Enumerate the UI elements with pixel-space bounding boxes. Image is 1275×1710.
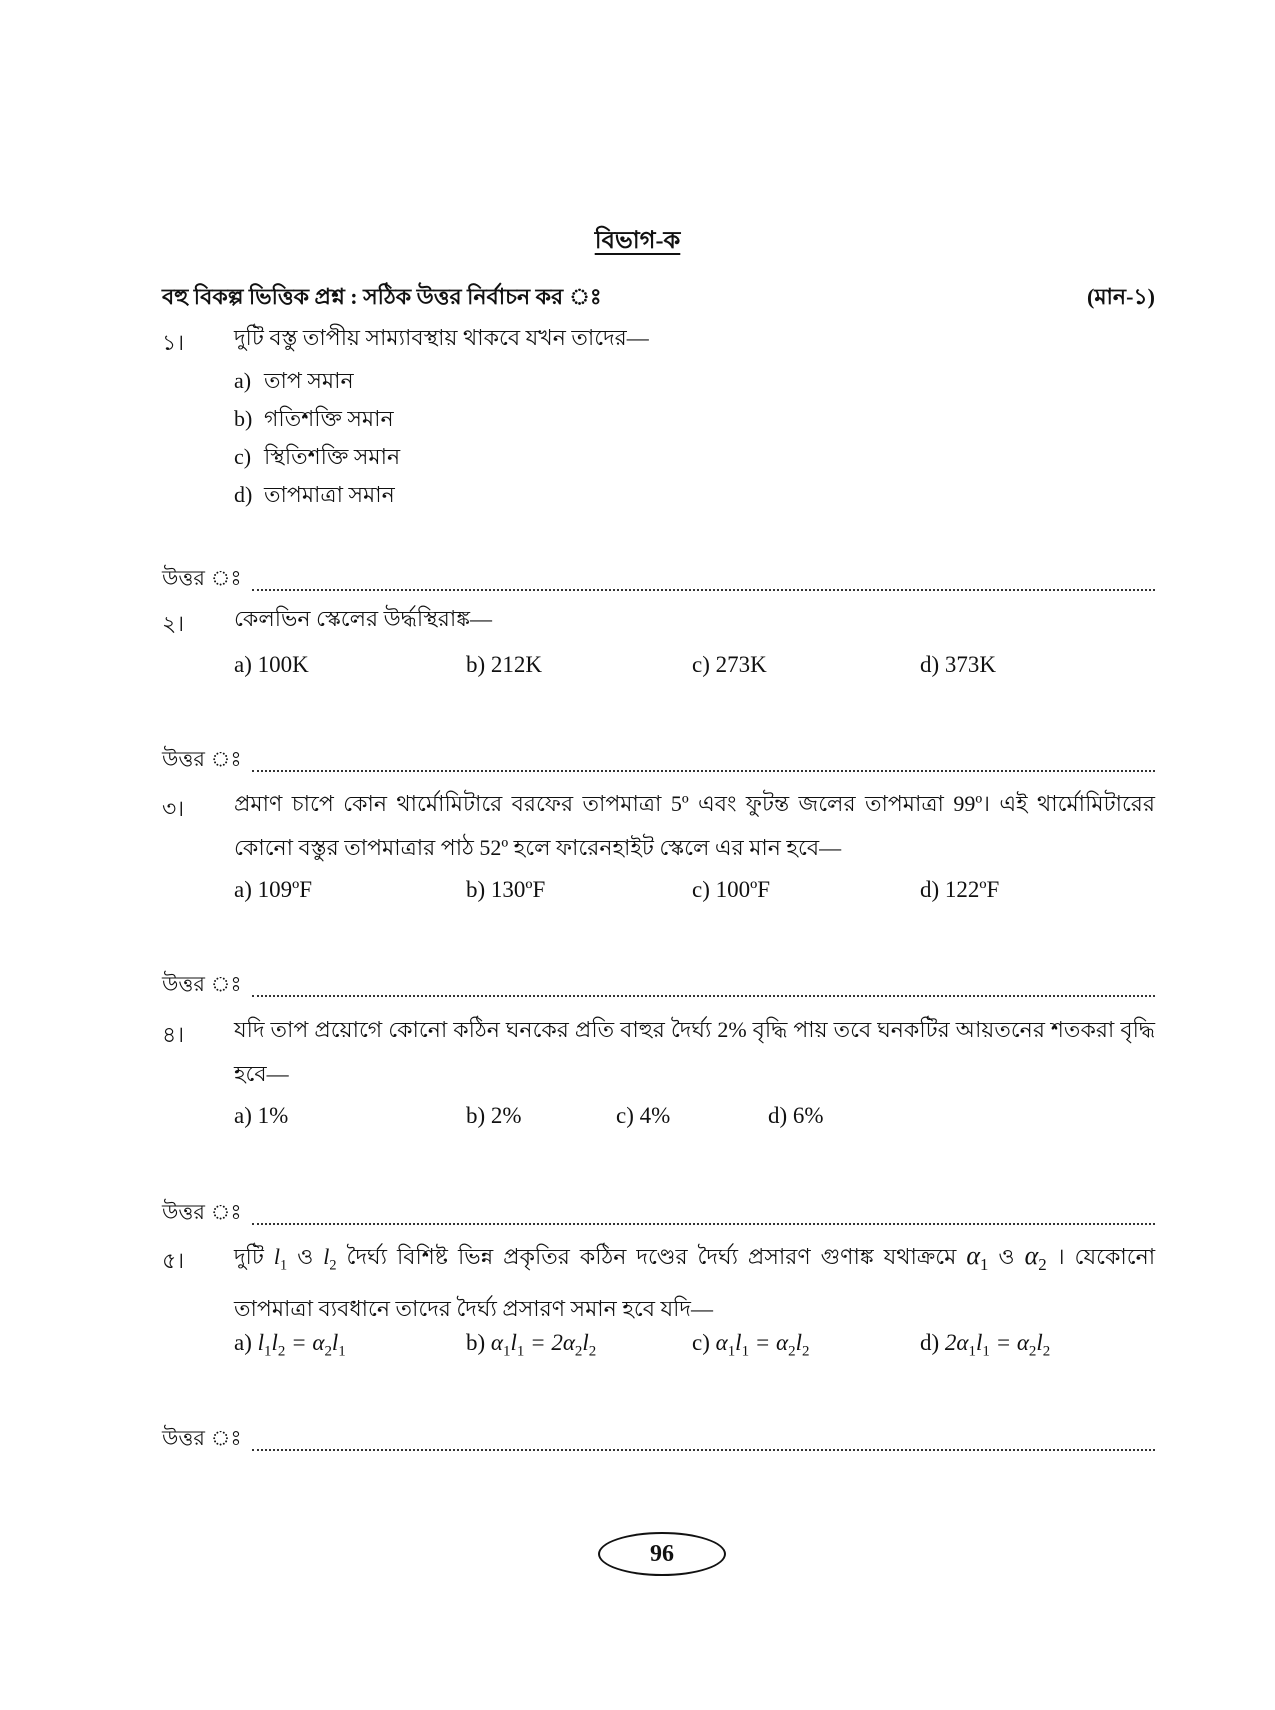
page-number: 96	[598, 1532, 726, 1576]
answer-line[interactable]: উত্তর ঃ	[162, 1422, 1155, 1457]
option: b) 130ºF	[466, 877, 546, 902]
option: a) তাপ সমান	[234, 368, 354, 393]
question-text: কেলভিন স্কেলের উর্দ্ধস্থিরাঙ্ক—	[234, 606, 493, 631]
option: d) $2\alpha_1l_1 = \alpha_2l_2$	[920, 1330, 1051, 1360]
option: b) $\alpha_1l_1 = 2\alpha_2l_2$	[466, 1330, 597, 1360]
option: d) 373K	[920, 652, 997, 677]
option: a) $l_1l_2 = \alpha_2l_1$	[234, 1330, 346, 1360]
option: a) 1%	[234, 1103, 289, 1128]
option: d) 6%	[768, 1103, 824, 1128]
option: c) স্থিতিশক্তি সমান	[234, 444, 401, 469]
instruction: বহু বিকল্প ভিত্তিক প্রশ্ন : সঠিক উত্তর নির্বাচন কর ঃ	[162, 284, 602, 309]
option: d) 122ºF	[920, 877, 1000, 902]
option: c) 4%	[616, 1103, 671, 1128]
marks: (মান-১)	[1087, 284, 1155, 309]
section-title: বিভাগ-ক	[594, 228, 681, 254]
option: b) গতিশক্তি সমান	[234, 406, 394, 431]
option: c) 273K	[692, 652, 767, 677]
question-number: ১।	[162, 330, 185, 355]
question-text: দুটি $l_1$ ও $l_2$ দৈর্ঘ্য বিশিষ্ট ভিন্ন প্রকৃতির কঠিন দণ্ডের দৈর্ঘ্য প্রসারণ গুণাঙ্ক যথাক্রমে $\alpha_1$ ও $\alpha_2$ । যেকোনো তাপমাত্রা ব্যবধানে তাদের দৈর্ঘ্য প্রসারণ সমান হবে যদি—	[234, 1241, 1156, 1322]
answer-line[interactable]: উত্তর ঃ	[162, 1196, 1155, 1231]
question-number: ২।	[162, 611, 185, 636]
option: b) 212K	[466, 652, 543, 677]
option: c) 100ºF	[692, 877, 771, 902]
question-text: প্রমাণ চাপে কোন থার্মোমিটারে বরফের তাপমাত্রা 5º এবং ফুটন্ত জলের তাপমাত্রা 99º। এই থার্মোমিটারের কোনো বস্তুর তাপমাত্রার পাঠ 52º হলে ফারেনহাইট স্কেলে এর মান হবে—	[234, 791, 1155, 860]
question-number: ৪।	[162, 1022, 185, 1047]
answer-line[interactable]: উত্তর ঃ	[162, 743, 1155, 778]
option: a) 100K	[234, 652, 309, 677]
question-text: দুটি বস্তু তাপীয় সাম্যাবস্থায় থাকবে যখন তাদের—	[234, 325, 649, 350]
option: a) 109ºF	[234, 877, 313, 902]
question-number: ৫।	[162, 1248, 185, 1273]
answer-line[interactable]: উত্তর ঃ	[162, 562, 1155, 597]
answer-line[interactable]: উত্তর ঃ	[162, 968, 1155, 1003]
question-number: ৩।	[162, 796, 185, 821]
option: c) $\alpha_1l_1 = \alpha_2l_2$	[692, 1330, 810, 1360]
question-text: যদি তাপ প্রয়োগে কোনো কঠিন ঘনকের প্রতি বাহুর দৈর্ঘ্য 2% বৃদ্ধি পায় তবে ঘনকটির আয়তনের শতকরা বৃদ্ধি হবে—	[234, 1017, 1155, 1086]
option: d) তাপমাত্রা সমান	[234, 482, 395, 507]
option: b) 2%	[466, 1103, 522, 1128]
